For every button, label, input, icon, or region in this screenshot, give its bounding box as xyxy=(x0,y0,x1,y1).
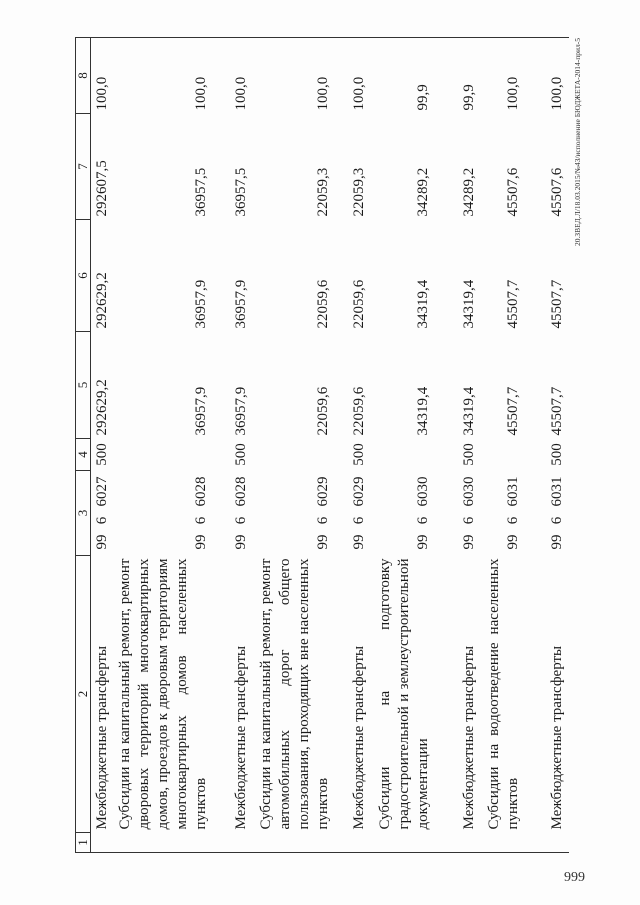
row-value-col-8: 99,9 xyxy=(371,38,435,114)
row-value-col-6: 36957,9 xyxy=(233,279,249,329)
table-header-row xyxy=(76,38,91,853)
header-col-5: 5 xyxy=(76,332,91,439)
row-code-subsection: 6 xyxy=(505,516,521,525)
table-row xyxy=(114,38,213,853)
row-code-type: 500 xyxy=(351,443,367,466)
row-value-col-6: 292629,2 xyxy=(94,272,110,329)
row-col-1-empty xyxy=(435,833,481,853)
row-code-section: 99 xyxy=(505,534,521,550)
row-value-col-8: 100,0 xyxy=(213,38,253,114)
row-value-col-7: 292607,5 xyxy=(94,160,110,217)
row-value-col-5: 36957,9 xyxy=(193,386,209,436)
footer-note: 20.ЗВЕД.Л/18.03.2015/№43/исполнение БЮДЖЕТА-2014-прил-5 xyxy=(573,38,582,247)
row-code-type xyxy=(114,439,213,471)
row-value-col-5: 22059,6 xyxy=(351,386,367,436)
row-code-type: 500 xyxy=(94,443,110,466)
row-value-col-8: 100,0 xyxy=(114,38,213,114)
row-code-type xyxy=(481,439,525,471)
table-row xyxy=(525,38,569,853)
row-description: Субсидии на водоотведение населенных пунктов xyxy=(486,558,521,830)
row-code-section: 99 xyxy=(233,534,249,550)
row-col-1-empty xyxy=(335,833,371,853)
row-code-target: 6031 xyxy=(505,476,521,507)
row-code-type: 500 xyxy=(233,443,249,466)
header-col-3: 3 xyxy=(76,471,91,556)
row-code-target: 6029 xyxy=(351,476,367,507)
row-value-col-7: 34289,2 xyxy=(415,167,431,217)
header-col-6: 6 xyxy=(76,220,91,332)
row-value-col-6: 22059,6 xyxy=(351,279,367,329)
row-col-1-empty xyxy=(91,833,115,853)
row-value-col-6: 22059,6 xyxy=(315,279,331,329)
row-col-1-empty xyxy=(253,833,335,853)
row-code-target: 6027 xyxy=(94,476,110,507)
row-code-type: 500 xyxy=(461,443,477,466)
row-code-subsection: 6 xyxy=(549,516,565,525)
row-value-col-8: 100,0 xyxy=(253,38,335,114)
row-code-target: 6031 xyxy=(549,476,565,507)
row-code-section: 99 xyxy=(549,534,565,550)
row-col-1-empty xyxy=(114,833,213,853)
row-code-subsection: 6 xyxy=(415,516,431,525)
row-description: Межбюджетные трансферты xyxy=(94,645,110,830)
header-col-1: 1 xyxy=(76,833,91,853)
row-description: Межбюджетные трансферты xyxy=(461,645,477,830)
row-value-col-8: 100,0 xyxy=(481,38,525,114)
row-description: Межбюджетные трансферты xyxy=(233,645,249,830)
row-value-col-8: 100,0 xyxy=(335,38,371,114)
row-code-section: 99 xyxy=(193,534,209,550)
row-code-type xyxy=(371,439,435,471)
row-code-subsection: 6 xyxy=(351,516,367,525)
row-code-subsection: 6 xyxy=(94,516,110,525)
row-value-col-7: 36957,5 xyxy=(233,167,249,217)
row-value-col-5: 45507,7 xyxy=(549,386,565,436)
row-value-col-5: 45507,7 xyxy=(505,386,521,436)
header-col-4: 4 xyxy=(76,439,91,471)
budget-table xyxy=(75,37,569,853)
row-description: Субсидии на подготовку градостроительной и землеустроительной документации xyxy=(377,558,431,830)
row-value-col-8: 99,9 xyxy=(435,38,481,114)
header-col-8: 8 xyxy=(76,38,91,114)
row-code-subsection: 6 xyxy=(315,516,331,525)
row-value-col-5: 34319,4 xyxy=(461,386,477,436)
row-value-col-8: 100,0 xyxy=(525,38,569,114)
row-value-col-5: 292629,2 xyxy=(94,379,110,436)
rotated-page-content xyxy=(75,38,585,853)
row-code-target: 6030 xyxy=(461,476,477,507)
row-description: Межбюджетные трансферты xyxy=(351,645,367,830)
row-col-1-empty xyxy=(371,833,435,853)
row-code-target: 6028 xyxy=(233,476,249,507)
table-body xyxy=(76,38,570,853)
row-value-col-5: 36957,9 xyxy=(233,386,249,436)
row-value-col-7: 36957,5 xyxy=(193,167,209,217)
row-value-col-6: 34319,4 xyxy=(415,279,431,329)
table-row xyxy=(435,38,481,853)
row-code-subsection: 6 xyxy=(193,516,209,525)
row-col-1-empty xyxy=(525,833,569,853)
row-code-target: 6030 xyxy=(415,476,431,507)
row-value-col-8: 100,0 xyxy=(91,38,115,114)
row-value-col-7: 45507,6 xyxy=(549,167,565,217)
row-code-section: 99 xyxy=(94,534,110,550)
row-code-section: 99 xyxy=(415,534,431,550)
row-value-col-7: 45507,6 xyxy=(505,167,521,217)
row-code-subsection: 6 xyxy=(461,516,477,525)
row-code-type xyxy=(253,439,335,471)
row-value-col-6: 34319,4 xyxy=(461,279,477,329)
row-code-section: 99 xyxy=(351,534,367,550)
row-value-col-5: 34319,4 xyxy=(415,386,431,436)
row-code-section: 99 xyxy=(461,534,477,550)
row-code-target: 6028 xyxy=(193,476,209,507)
row-col-1-empty xyxy=(213,833,253,853)
row-description: Субсидии на капитальный ремонт, ремонт автомобильных дорог общего пользования, проходящих вне населенных пунктов xyxy=(258,558,331,830)
table-row xyxy=(213,38,253,853)
row-description: Межбюджетные трансферты xyxy=(549,645,565,830)
row-value-col-6: 45507,7 xyxy=(505,279,521,329)
table-row xyxy=(371,38,435,853)
row-value-col-7: 34289,2 xyxy=(461,167,477,217)
row-code-type: 500 xyxy=(549,443,565,466)
header-col-2: 2 xyxy=(76,556,91,833)
row-value-col-7: 22059,3 xyxy=(351,167,367,217)
row-code-subsection: 6 xyxy=(233,516,249,525)
row-col-1-empty xyxy=(481,833,525,853)
table-row xyxy=(335,38,371,853)
header-col-7: 7 xyxy=(76,114,91,220)
row-description: Субсидии на капитальный ремонт, ремонт дворовых территорий многоквартирных домов, проездов к дворовым территориям многоквартирных домов населенных пунктов xyxy=(117,558,209,830)
table-row xyxy=(253,38,335,853)
row-value-col-6: 36957,9 xyxy=(193,279,209,329)
table-row xyxy=(481,38,525,853)
table-row xyxy=(91,38,115,853)
page-number: 999 xyxy=(564,870,585,885)
row-code-target: 6029 xyxy=(315,476,331,507)
row-value-col-7: 22059,3 xyxy=(315,167,331,217)
row-value-col-5: 22059,6 xyxy=(315,386,331,436)
row-value-col-6: 45507,7 xyxy=(549,279,565,329)
row-code-section: 99 xyxy=(315,534,331,550)
